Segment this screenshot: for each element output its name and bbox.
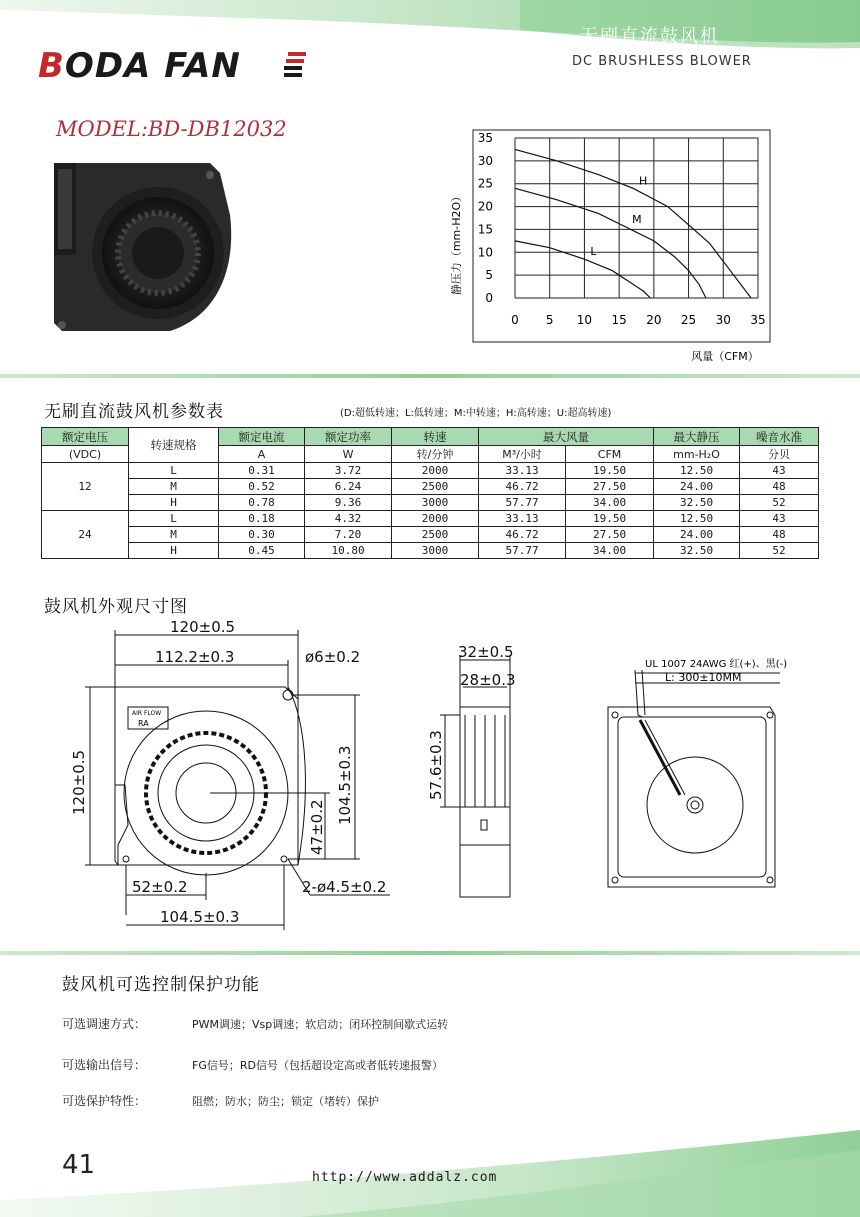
dim-120-height: 120±0.5: [70, 749, 88, 815]
cell-cfm: 27.50: [566, 527, 654, 543]
dim-hole-6: ø6±0.2: [305, 648, 361, 666]
pq-chart: [445, 128, 775, 368]
cable-length: L: 300±10MM: [665, 671, 742, 684]
cell-spec: M: [129, 479, 219, 495]
header-title-en: DC BRUSHLESS BLOWER: [572, 54, 752, 69]
table-row: [42, 511, 819, 527]
cell-spec: H: [129, 495, 219, 511]
x-tick-label: 35: [750, 313, 766, 327]
x-tick-label: 0: [511, 313, 519, 327]
dim-57: 57.6±0.3: [427, 730, 445, 800]
cell-power: 10.80: [305, 543, 392, 559]
th-pressure-unit: mm-H₂O: [654, 446, 740, 463]
cell-noise: 48: [740, 527, 819, 543]
table-row: [42, 543, 819, 559]
cell-voltage: 24: [42, 511, 129, 559]
cell-m3h: 33.13: [479, 463, 566, 479]
model-number: MODEL:BD-DB12032: [56, 117, 287, 141]
page-number: 41: [62, 1150, 96, 1180]
cell-current: 0.31: [219, 463, 305, 479]
dimensions-title: 鼓风机外观尺寸图: [44, 597, 188, 617]
feature-label: 可选保护特性：: [62, 1094, 147, 1108]
feature-value: FG信号；RD信号（包括超设定高或者低转速报警）: [192, 1059, 443, 1072]
series-line-L: [515, 241, 650, 298]
cell-current: 0.30: [219, 527, 305, 543]
cell-cfm: 34.00: [566, 543, 654, 559]
x-tick-label: 30: [715, 313, 731, 327]
chart-ylabel: 静压力（mm-H2O）: [450, 190, 463, 296]
cell-cfm: 19.50: [566, 463, 654, 479]
dim-112: 112.2±0.3: [155, 648, 235, 666]
cell-power: 7.20: [305, 527, 392, 543]
section-divider: [0, 951, 860, 955]
th-noise-unit: 分贝: [740, 446, 819, 463]
y-tick-label: 5: [485, 268, 493, 283]
y-tick-label: 10: [477, 245, 493, 260]
cell-m3h: 57.77: [479, 495, 566, 511]
dim-47: 47±0.2: [308, 799, 326, 855]
feature-row-protection: [62, 1092, 379, 1109]
cell-power: 3.72: [305, 463, 392, 479]
cell-speed: 2000: [392, 463, 479, 479]
th-speed: 转速: [392, 428, 479, 446]
series-label-H: H: [639, 174, 648, 188]
th-power: 额定功率: [305, 428, 392, 446]
series-line-M: [515, 188, 706, 298]
cable-spec: UL 1007 24AWG 红(+)、黑(-): [645, 659, 788, 670]
cell-current: 0.52: [219, 479, 305, 495]
dim-104-horizontal: 104.5±0.3: [160, 908, 240, 926]
cell-cfm: 34.00: [566, 495, 654, 511]
th-current: 额定电流: [219, 428, 305, 446]
th-airflow-unit2: CFM: [566, 446, 654, 463]
y-tick-label: 20: [477, 199, 493, 214]
feature-value: PWM调速；Vsp调速；软启动；闭环控制间歇式运转: [192, 1018, 449, 1031]
y-tick-label: 15: [477, 222, 493, 237]
cell-speed: 2500: [392, 527, 479, 543]
th-current-unit: A: [219, 446, 305, 463]
cell-spec: L: [129, 511, 219, 527]
feature-label: 可选调速方式：: [62, 1017, 147, 1031]
cell-pressure: 32.50: [654, 495, 740, 511]
product-photo: [50, 155, 235, 335]
cell-cfm: 19.50: [566, 511, 654, 527]
website-link[interactable]: http://www.addalz.com: [312, 1170, 498, 1185]
cell-pressure: 24.00: [654, 479, 740, 495]
logo-stripes: [284, 50, 308, 86]
cell-noise: 48: [740, 479, 819, 495]
cell-noise: 52: [740, 543, 819, 559]
dim-holes: 2-ø4.5±0.2: [302, 878, 387, 896]
cell-noise: 43: [740, 511, 819, 527]
cell-power: 4.32: [305, 511, 392, 527]
spec-title: 无刷直流鼓风机参数表: [44, 402, 224, 422]
cell-power: 9.36: [305, 495, 392, 511]
th-voltage: 额定电压: [42, 428, 129, 446]
spec-table: [41, 427, 819, 559]
chart-frame: [473, 130, 770, 342]
cell-m3h: 57.77: [479, 543, 566, 559]
series-label-M: M: [632, 213, 642, 227]
series-label-L: L: [590, 245, 597, 259]
dim-32: 32±0.5: [458, 643, 514, 661]
features-title: 鼓风机可选控制保护功能: [62, 975, 260, 995]
logo-letter-b: B: [38, 46, 65, 86]
section-divider: [0, 374, 860, 378]
cell-speed: 2000: [392, 511, 479, 527]
cell-pressure: 24.00: [654, 527, 740, 543]
th-airflow-unit1: M³/小时: [479, 446, 566, 463]
th-speed-unit: 转/分钟: [392, 446, 479, 463]
cell-voltage: 12: [42, 463, 129, 511]
th-airflow: 最大风量: [479, 428, 654, 446]
feature-label: 可选输出信号：: [62, 1058, 147, 1072]
dim-104-vertical: 104.5±0.3: [336, 745, 354, 825]
cell-pressure: 12.50: [654, 511, 740, 527]
table-row: [42, 479, 819, 495]
cell-pressure: 32.50: [654, 543, 740, 559]
cell-cfm: 27.50: [566, 479, 654, 495]
chart-lines: [515, 149, 751, 298]
cell-current: 0.18: [219, 511, 305, 527]
logo-text: ODA FAN: [64, 46, 241, 86]
th-voltage-unit: (VDC): [42, 446, 129, 463]
table-row: [42, 495, 819, 511]
y-tick-label: 30: [477, 153, 493, 168]
chart-xlabel: 风量（CFM）: [691, 350, 759, 363]
brand-logo: [38, 46, 241, 86]
cell-power: 6.24: [305, 479, 392, 495]
ra-label: RA: [138, 719, 149, 728]
th-noise: 噪音水准: [740, 428, 819, 446]
cell-noise: 52: [740, 495, 819, 511]
footer-banner: [0, 1120, 860, 1217]
feature-value: 阻燃；防水；防尘；锁定（堵转）保护: [192, 1095, 379, 1108]
cell-speed: 3000: [392, 495, 479, 511]
x-tick-label: 25: [680, 313, 697, 327]
x-tick-label: 15: [611, 313, 627, 327]
x-tick-label: 20: [646, 313, 662, 327]
header-title-cn: 无刷直流鼓风机: [580, 26, 720, 47]
cell-speed: 3000: [392, 543, 479, 559]
cell-spec: H: [129, 543, 219, 559]
cell-noise: 43: [740, 463, 819, 479]
cell-spec: L: [129, 463, 219, 479]
dim-120-width: 120±0.5: [170, 618, 236, 636]
feature-row-speed-control: [62, 1015, 448, 1032]
y-tick-label: 0: [485, 291, 493, 305]
dim-28: 28±0.3: [460, 671, 516, 689]
rear-view: [608, 707, 775, 887]
cell-m3h: 33.13: [479, 511, 566, 527]
cell-m3h: 46.72: [479, 479, 566, 495]
table-row: [42, 463, 819, 479]
y-tick-label: 25: [477, 176, 493, 191]
table-row: [42, 527, 819, 543]
dim-52: 52±0.2: [132, 878, 188, 896]
dimension-drawing: [70, 615, 830, 945]
cell-spec: M: [129, 527, 219, 543]
x-tick-label: 10: [576, 313, 593, 327]
x-tick-label: 5: [545, 313, 554, 327]
th-pressure: 最大静压: [654, 428, 740, 446]
cell-speed: 2500: [392, 479, 479, 495]
th-speed-spec: 转速规格: [129, 428, 219, 463]
cell-pressure: 12.50: [654, 463, 740, 479]
cell-current: 0.45: [219, 543, 305, 559]
cell-m3h: 46.72: [479, 527, 566, 543]
y-tick-label: 35: [477, 131, 493, 145]
feature-row-output-signal: [62, 1056, 443, 1073]
th-power-unit: W: [305, 446, 392, 463]
spec-note: (D:超低转速；L:低转速；M:中转速；H:高转速；U:超高转速): [340, 408, 612, 419]
cell-current: 0.78: [219, 495, 305, 511]
airflow-label: AIR FLOW: [132, 710, 162, 717]
